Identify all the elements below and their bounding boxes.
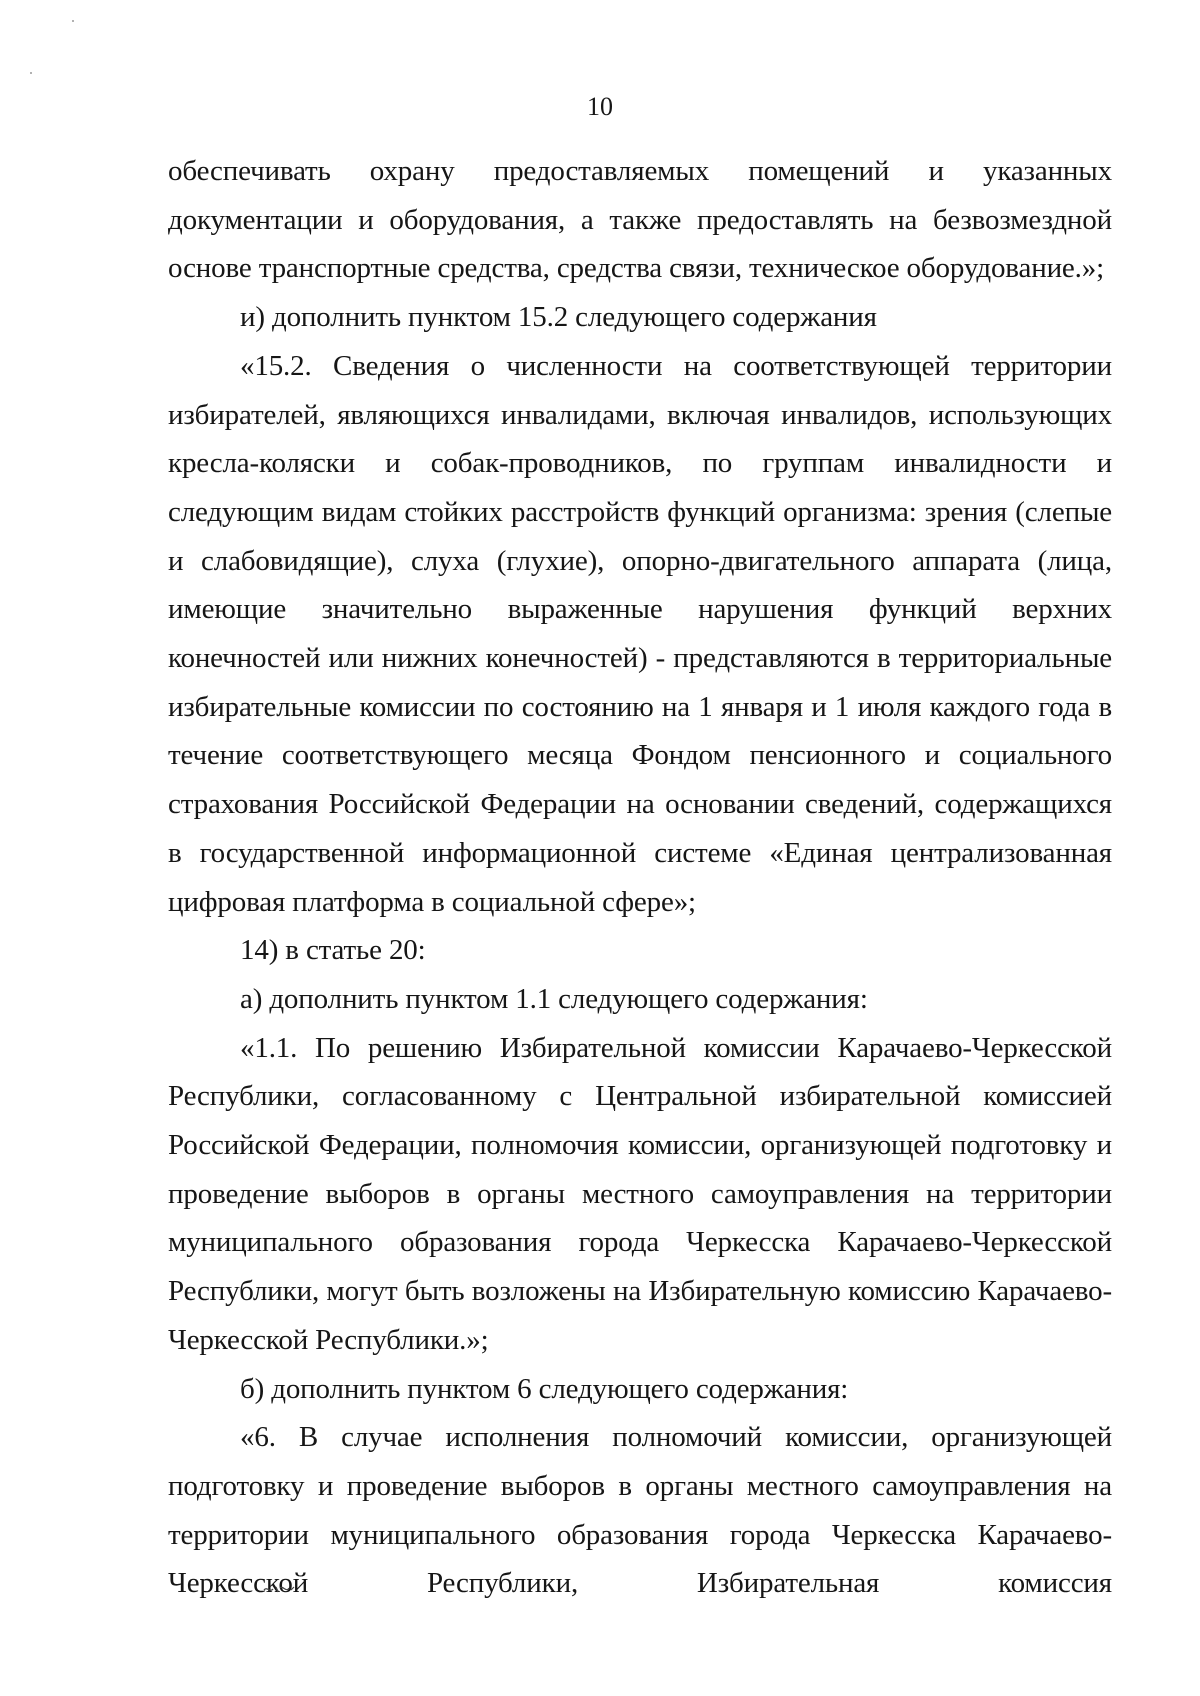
paragraph-continuation: обеспечивать охрану предоставляемых помещений и указанных документации и оборудования, а также предоставлять на безвозмездной основе транспортные средства, средства связи, техническое оборудование.»; — [168, 155, 1112, 285]
paragraph-article-20-heading: 14) в статье 20: — [240, 934, 426, 967]
paragraph-clause-15-2: «15.2. Сведения о численности на соответствующей территории избирателей, являющихся инвалидами, включая инвалидов, использующих кресла-коляски и собак-проводников, по группам инвалидности и следующим видам стойких расстройств функций организма: зрения (слепые и слабовидящие), слуха (глухие), опорно-двигательного аппарата (лица, имеющие значительно выраженные нарушения функций верхних конечностей или нижних конечностей) - представляются в территориальные избирательные комиссии по состоянию на 1 января и 1 июля каждого года в течение соответствующего месяца Фондом пенсионного и социального страхования Российской Федерации на основании сведений, содержащихся в государственной информационной системе «Единая централизованная цифровая платформа в социальной сфере»; — [168, 349, 1112, 918]
paragraph-amendment-a: а) дополнить пунктом 1.1 следующего содержания: — [240, 982, 868, 1015]
scan-speck — [30, 72, 32, 74]
paragraph-clause-6: «6. В случае исполнения полномочий комиссии, организующей подготовку и проведение выборов в органы местного самоуправления на территории муниципального образования города Черкесска Карачаево-Черкесской Республики, Избирательная комиссия — [168, 1421, 1112, 1600]
page-number: 10 — [587, 92, 613, 121]
scan-speck — [72, 20, 74, 22]
paragraph-clause-1-1: «1.1. По решению Избирательной комиссии Карачаево-Черкесской Республики, согласованному с Центральной избирательной комиссией Российской Федерации, полномочия комиссии, организующей подготовку и проведение выборов в органы местного самоуправления на территории муниципального образования города Черкесска Карачаево-Черкесской Республики, могут быть возложены на Избирательную комиссию Карачаево-Черкесской Республики.»; — [168, 1031, 1112, 1356]
paragraph-amendment-i: и) дополнить пунктом 15.2 следующего содержания — [240, 301, 877, 334]
paragraph-amendment-b: б) дополнить пунктом 6 следующего содержания: — [240, 1372, 849, 1405]
document-body — [168, 147, 1112, 1608]
ink-mark-icon — [262, 1584, 296, 1594]
